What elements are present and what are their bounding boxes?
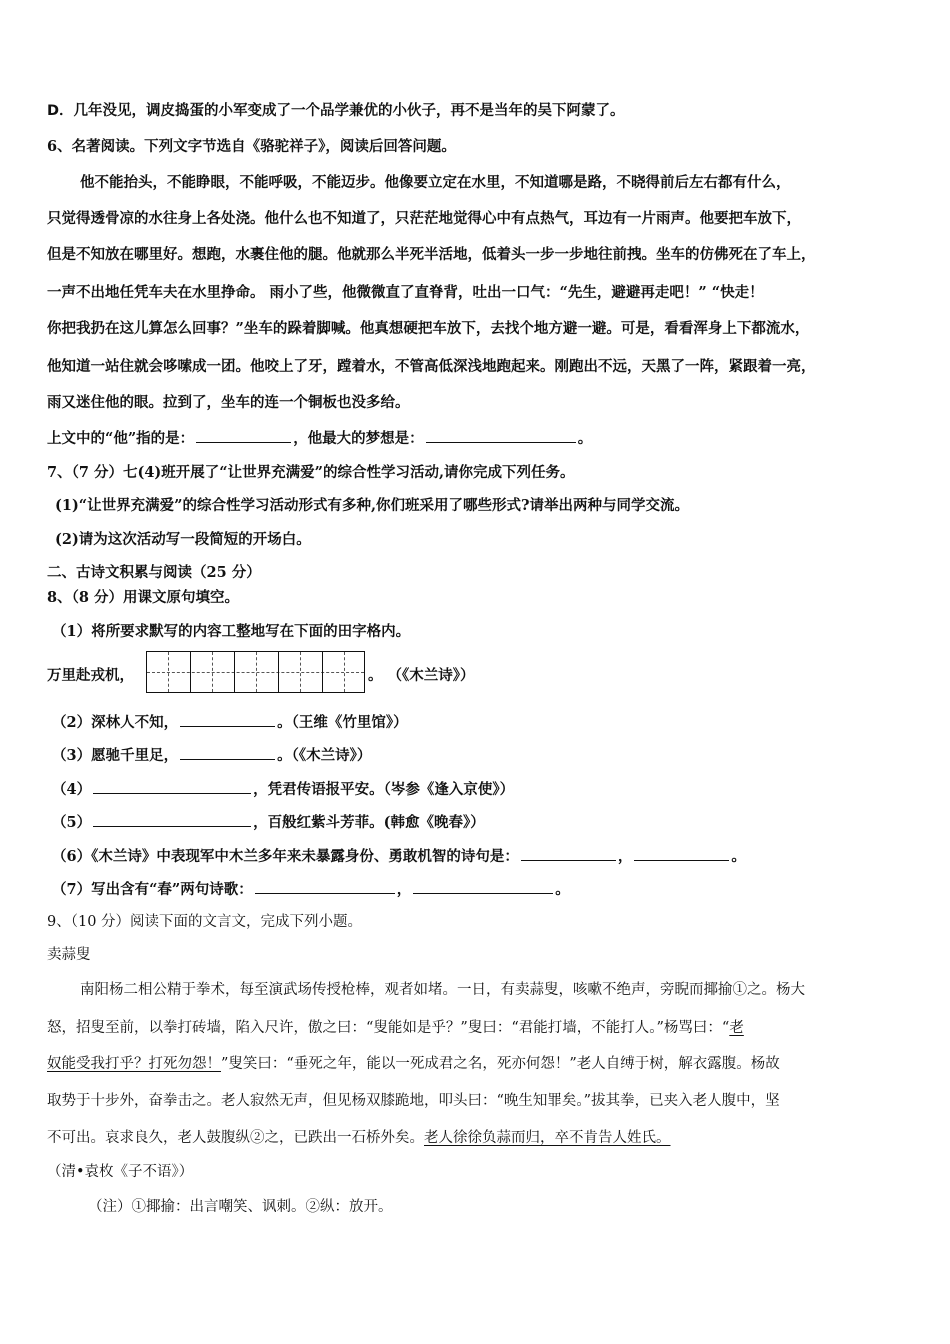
grid-divider [344, 652, 345, 692]
q8-item-2 [52, 712, 408, 733]
q8-item-pre: （3）愿驰千里足， [52, 747, 179, 764]
q6-question-b: ，他最大的梦想是： [293, 430, 424, 447]
q9-text: 怒，招叟至前，以拳打砖墙，陷入尺许，傲之曰：“叟能如是乎？”叟曰：“君能打墙，不能打人。”杨骂曰：“ [47, 1020, 730, 1036]
q6-passage-line: 他不能抬头，不能睁眼，不能呼吸，不能迈步。他像要立定在水里，不知道哪是路，不晓得前后左右都有什么， [80, 174, 791, 191]
q8-item-post: 。 [555, 881, 570, 898]
q6-passage-line: 他知道一站住就会哆嗦成一团。他咬上了牙，蹚着水，不管高低深浅地跑起来。刚跑出不远，天黑了一阵，紧跟着一亮， [47, 358, 816, 375]
q9-text: 不可出。哀求良久，老人鼓腹纵②之，已跌出一石桥外矣。 [47, 1130, 424, 1146]
section2-title: 二、古诗文积累与阅读（25 分） [47, 564, 261, 581]
q9-underlined-text: 老人徐徐负蒜而归，卒不肯告人姓氏。 [424, 1130, 671, 1146]
q9-title: 9、（10 分）阅读下面的文言文，完成下列小题。 [47, 914, 363, 930]
q8-item-5 [52, 812, 485, 833]
option-d [47, 101, 625, 121]
q8-item-pre: （5） [52, 814, 92, 831]
q8-item-post: ，百般红紫斗芳菲。(韩愈《晚春》） [253, 814, 485, 831]
q8-sub1: （1）将所要求默写的内容工整地写在下面的田字格内。 [52, 623, 411, 640]
grid-divider [212, 652, 213, 692]
answer-blank[interactable] [521, 846, 616, 861]
q9-note: （注）①揶揄：出言嘲笑、讽刺。②纵：放开。 [88, 1199, 393, 1215]
q8-item-post: 。（王维《竹里馆》） [277, 714, 408, 731]
answer-blank[interactable] [255, 879, 395, 894]
grid-divider [234, 652, 235, 692]
q8-item-post: 。（《木兰诗》） [277, 747, 372, 764]
q6-passage-line: 一声不出地任凭车夫在水里挣命。 雨小了些，他微微直了直脊背，吐出一口气：“先生，避避再走吧！” “快走！ [47, 284, 764, 301]
q8-item-mid: ， [617, 848, 633, 865]
answer-blank[interactable] [180, 712, 275, 727]
q9-passage-line [47, 1091, 780, 1111]
answer-blank[interactable] [196, 428, 291, 443]
answer-blank[interactable] [426, 428, 576, 443]
answer-blank[interactable] [180, 745, 275, 760]
q6-passage-line: 但是不知放在哪里好。想跑，水裹住他的腿。他就那么半死半活地，低着头一步一步地往前拽。坐车的仿佛死在了车上， [47, 246, 816, 263]
q9-subtitle: 卖蒜叟 [47, 947, 91, 963]
q8-item-7 [52, 879, 570, 900]
q7-sub1: (1)“让世界充满爱”的综合性学习活动形式有多种,你们班采用了哪些形式?请举出两种与同学交流。 [55, 497, 690, 514]
q6-title: 6、名著阅读。下列文字节选自《骆驼祥子》，阅读后回答问题。 [47, 138, 456, 155]
q8-item-4 [52, 779, 514, 800]
q9-passage-line [47, 1018, 744, 1038]
option-d-text: 几年没见，调皮捣蛋的小军变成了一个品学兼优的小伙子，再不是当年的吴下阿蒙了。 [73, 102, 625, 119]
q6-question-end: 。 [577, 430, 593, 447]
grid-prefix: 万里赴戎机， [47, 667, 134, 684]
q8-item-pre: （4） [52, 781, 92, 798]
q9-underlined-text: 奴能受我打乎？打死勿怨！ [47, 1056, 221, 1072]
q7-sub2: (2)请为这次活动写一段简短的开场白。 [55, 531, 311, 548]
q8-item-mid: ， [396, 881, 412, 898]
grid-divider [300, 652, 301, 692]
q6-question [47, 428, 592, 449]
q6-question-a: 上文中的“他”指的是： [47, 430, 195, 447]
tianzige-grid[interactable] [146, 651, 365, 693]
q9-text: 取势于十步外，奋拳击之。老人寂然无声，但见杨双膝跪地，叩头曰：“晚生知罪矣。”拔其拳，已夹入老人腹中，坚 [47, 1093, 780, 1109]
q9-text: ”叟笑曰：“垂死之年，能以一死成君之名，死亦何怨！”老人自缚于树，解衣露腹。杨故 [221, 1056, 780, 1072]
q6-passage-line: 雨又迷住他的眼。拉到了，坐车的连一个铜板也没多给。 [47, 394, 410, 411]
grid-divider [322, 652, 323, 692]
q9-passage-line [47, 1054, 780, 1074]
grid-divider [278, 652, 279, 692]
q9-passage-line [80, 980, 805, 1000]
q8-item-pre: （7）写出含有“春”两句诗歌： [52, 881, 253, 898]
q7-title: 7、（7 分）七(4)班开展了“让世界充满爱”的综合性学习活动,请你完成下列任务。 [47, 464, 575, 481]
q8-item-post: 。 [731, 848, 746, 865]
q9-text: 南阳杨二相公精于拳术，每至演武场传授枪棒，观者如堵。一日，有卖蒜叟，咳嗽不绝声，旁睨而揶揄①之。杨大 [80, 982, 805, 998]
grid-divider [256, 652, 257, 692]
option-d-label: D． [47, 103, 74, 119]
q9-underlined-text: 老 [729, 1020, 744, 1036]
q8-item-6 [52, 846, 746, 867]
grid-divider [168, 652, 169, 692]
answer-blank[interactable] [413, 879, 553, 894]
answer-blank[interactable] [93, 812, 251, 827]
q6-passage-line: 只觉得透骨凉的水往身上各处浇。他什么也不知道了，只茫茫地觉得心中有点热气，耳边有一片雨声。他要把车放下， [47, 210, 801, 227]
q9-source: （清•袁枚《子不语》） [47, 1164, 194, 1180]
answer-blank[interactable] [93, 779, 251, 794]
grid-suffix: 。 （《木兰诗》） [368, 667, 475, 684]
q9-passage-line [47, 1128, 671, 1148]
grid-divider [190, 652, 191, 692]
q8-title: 8、（8 分）用课文原句填空。 [47, 589, 239, 606]
q8-item-post: ，凭君传语报平安。（岑参《逢入京使》） [253, 781, 515, 798]
q8-item-pre: （6）《木兰诗》中表现军中木兰多年来未暴露身份、勇敢机智的诗句是： [52, 848, 519, 865]
q8-item-pre: （2）深林人不知， [52, 714, 179, 731]
q8-item-3 [52, 745, 371, 766]
q6-passage-line: 你把我扔在这儿算怎么回事？”坐车的跺着脚喊。他真想硬把车放下，去找个地方避一避。可是，看看浑身上下都流水， [47, 320, 810, 337]
answer-blank[interactable] [634, 846, 729, 861]
